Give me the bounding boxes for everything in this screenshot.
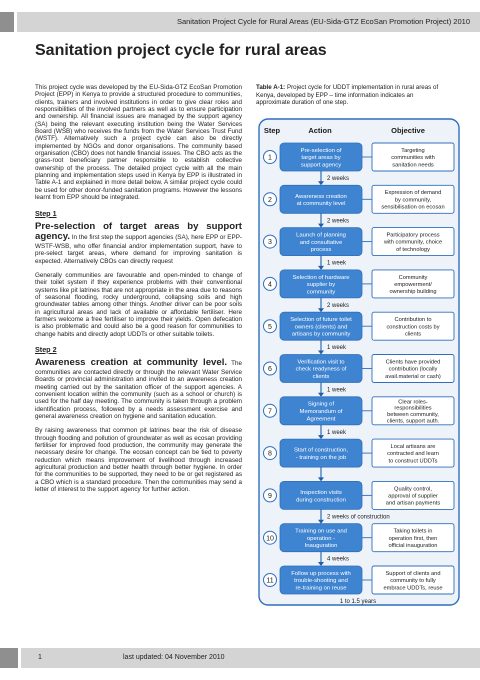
objective-text: communities with xyxy=(391,155,435,162)
objective-text: embrace UDDTs, reuse xyxy=(383,585,443,592)
objective-text: Participatory process xyxy=(386,232,440,239)
duration-label: 2 weeks xyxy=(327,176,350,182)
objective-text: sensibilisation on ecosan xyxy=(381,204,445,211)
page-title: Sanitation project cycle for rural areas xyxy=(35,42,327,59)
action-text: Training on use and xyxy=(295,528,347,535)
header-band xyxy=(0,12,480,32)
action-text: at community level xyxy=(296,201,346,208)
duration-label: 4 weeks xyxy=(327,556,350,563)
action-text: and consultative xyxy=(299,239,343,246)
objective-text: avail.material or cash) xyxy=(385,373,441,380)
table-caption-text: Project cycle for UDDT implementation in rural areas of Kenya, developed by EPP – time information indicates an approximate duration of one step. xyxy=(256,84,439,106)
header-bar xyxy=(17,12,480,32)
action-text: Inspection visits xyxy=(300,489,342,496)
objective-text: approval of supplier xyxy=(388,493,438,500)
objective-text: construction costs by xyxy=(386,324,440,331)
footer-band xyxy=(0,648,480,668)
step-number: 3 xyxy=(268,239,272,247)
action-text: check readyness of xyxy=(295,366,347,373)
step-number: 8 xyxy=(268,450,272,458)
step-number: 6 xyxy=(268,366,272,374)
col-header-step: Step xyxy=(263,126,281,135)
action-text: Memorandum of xyxy=(299,409,343,415)
duration-label: 2 weeks xyxy=(327,218,350,225)
action-text: operation - xyxy=(306,535,336,542)
intro-paragraph: This project cycle was developed by the EU-Sida-GTZ EcoSan Promotion Project (EPP) in Kenya to provide a structured procedure to communities, clients, trainers and involved institutions in order to give clear roles and responsibilities of the involved partners as well as to ensure participation and ownership. All financial issues are managed by the support agency (SA) being the relevant executing institution being the Water Services Board (WSB) who receives the funds from the Water Services Trust Fund (WSTF). Alternatively such a project cycle can also be directly implemented by NGOs and donor organisations. The community based organisation (CBO) does not handle financial issues. The CBO acts as the grass-root beneficiary partner responsible to establish collective ownership of the process. The detailed project cycle with all the main planning and implementation steps used in Kenya by EPP is illustrated in Table A-1 and explained in more detail below. A similar project cycle could be used for other donor-funded sanitation programs. However the lessons learnt from EPP should be integrated. xyxy=(35,84,242,202)
step2-title: Awareness creation at community level. xyxy=(35,357,228,369)
objective-text: Clients have provided xyxy=(385,359,441,366)
step1-text: In the first step the support agencies (SA), here EPP or EPP-WSTF-WSB, who offer financial and/or implementation support, have to pre-select target areas, where demand for improving sanitation is expected. Alternatively CBOs can directly request xyxy=(35,234,242,265)
step1-title: Pre-selection of target areas by support agency. xyxy=(35,220,242,243)
footer-last-updated: last updated: 04 November 2010 xyxy=(123,654,225,661)
objective-text: Taking toilets in xyxy=(393,528,433,535)
action-text: Signing of xyxy=(307,401,335,408)
objective-text: and artisan payments xyxy=(385,500,441,507)
action-text: supplier by xyxy=(306,282,336,289)
action-text: community xyxy=(306,289,336,296)
objective-text: responsibilities xyxy=(394,405,432,412)
duration-label: 1 week xyxy=(327,260,347,267)
footer-page-number: 1 xyxy=(38,654,42,661)
objective-text: contribution (locally xyxy=(388,366,438,373)
action-text: owners (clients) and xyxy=(294,324,348,331)
action-text: during construction xyxy=(296,497,346,504)
step1-paragraph xyxy=(35,222,242,265)
objective-text: Support of clients and xyxy=(385,570,441,577)
objective-text: between community, xyxy=(387,412,439,419)
duration-label: 2 weeks xyxy=(327,302,350,309)
action-text: - training on the job xyxy=(295,454,347,461)
step-number: 7 xyxy=(268,408,272,416)
action-text: Pre-selection of xyxy=(300,147,342,154)
action-text: Follow up process with xyxy=(291,570,351,577)
objective-text: empowerment/ xyxy=(394,282,432,288)
objective-text: Community xyxy=(398,274,428,281)
step2-paragraph-2: By raising awareness that common pit latrines bear the risk of disease through flooding and pollution of groundwater as well as ecosan providing fertiliser for improved food production, the community may generate the necessary desire for change. The ecosan concept can be tied to poverty reduction which means improvement of livelihood through increased agricultural production and better health through better hygiene. In order for the communities to be supported, they need to be or get registered as a CBO which is a standard procedure. Then the communities may send a letter of interest to the support agency for further action. xyxy=(35,427,242,493)
action-text: support agency xyxy=(300,162,342,169)
step2-text: The communities are contacted directly or through the relevant Water Service Boards or provincial administration and invited to an awareness creation meeting carried out by the sanitation officer of the support agencies. A convenient location within the community (such as a school or church) is used for the half day meeting. The community is taken through a problem identification process, followed by a needs assessment exercise and general awareness creation on hygiene and sanitation education. xyxy=(35,360,242,420)
table-caption xyxy=(256,84,444,107)
step-number: 10 xyxy=(266,535,274,543)
step-number: 11 xyxy=(266,577,274,585)
objective-text: Targeting xyxy=(401,147,425,154)
step-number: 5 xyxy=(268,323,272,331)
objective-text: official inauguration xyxy=(388,543,438,549)
step2-paragraph xyxy=(35,358,242,420)
objective-text: clients, support auth. xyxy=(386,418,440,425)
footer-gray-block xyxy=(0,648,18,668)
duration-label: 2 weeks of construction xyxy=(327,514,390,521)
action-text: target areas by xyxy=(301,155,341,162)
objective-text: Local artisans are xyxy=(390,444,436,450)
objective-text: with community, choice xyxy=(383,239,443,246)
header-gray-block xyxy=(0,12,14,32)
objective-text: ownership building xyxy=(389,289,437,296)
header-title: Sanitation Project Cycle for Rural Areas (EU-Sida-GTZ EcoSan Promotion Project) 2010 xyxy=(176,17,470,26)
action-text: clients xyxy=(312,374,330,380)
objective-text: contracted and learn xyxy=(387,451,439,458)
step-number: 2 xyxy=(268,196,272,204)
objective-text: to construct UDDTs xyxy=(388,458,438,465)
col-header-action: Action xyxy=(308,126,332,135)
footer-bar xyxy=(21,648,480,668)
col-header-objective: Objective xyxy=(391,126,425,135)
objective-text: Contribution to xyxy=(394,317,432,324)
objective-text: Clear roles- xyxy=(398,399,428,406)
action-text: trouble-shooting and xyxy=(294,578,348,585)
objective-text: clients xyxy=(404,331,422,338)
table-caption-label: Table A-1: xyxy=(256,84,286,91)
action-text: re-training on reuse xyxy=(295,585,347,592)
action-text: Verification visit to xyxy=(297,359,345,366)
objective-text: of technology xyxy=(396,246,430,253)
action-text: process xyxy=(310,247,332,254)
objective-text: Expression of demand xyxy=(384,190,442,197)
objective-text: sanitation needs xyxy=(392,162,434,169)
objective-text: community to fully xyxy=(390,578,436,585)
duration-label: 1 week xyxy=(327,387,347,394)
project-cycle-diagram xyxy=(258,118,460,608)
action-text: Selection of future toilet xyxy=(290,317,352,324)
step1-paragraph-2: Generally communities are favourable and open-minded to change of their toilet system if they experience problems with their conventional systems like pit latrines that are not appropriate in the area due to reasons of seasonal flooding, rocky underground, collapsing soils and high groundwater tables among other things. Another driver can be poor soils in agricultural areas and lack of available or affordable fertiliser. Here farmers welcome a free fertiliser to improve their yields. Open defecation is also problematic and could also be a good reason for communities to change habits and directly adopt UDDTs or other suitable toilets. xyxy=(35,271,242,338)
duration-label: 1 week xyxy=(327,345,347,352)
action-text: Inauguration xyxy=(304,543,338,550)
step2-heading: Step 2 xyxy=(35,344,57,354)
body-text-column xyxy=(35,84,242,500)
action-text: Awareness creation xyxy=(295,193,347,200)
action-text: Selection of hardware xyxy=(292,274,350,281)
step-number: 9 xyxy=(268,493,272,500)
action-text: Start of construction, xyxy=(293,447,349,454)
step1-heading: Step 1 xyxy=(35,208,57,218)
objective-text: operation first, then xyxy=(388,535,438,542)
step-number: 4 xyxy=(268,281,272,289)
action-text: Launch of planning xyxy=(296,232,346,239)
action-text: Agreement xyxy=(306,416,336,423)
duration-label: 1 week xyxy=(327,429,347,436)
objective-text: Quality control, xyxy=(394,486,432,493)
step-number: 1 xyxy=(268,154,272,162)
action-text: artisans by community xyxy=(291,331,351,338)
objective-text: by community, xyxy=(394,197,432,204)
duration-label: 1 to 1.5 years xyxy=(339,599,377,605)
